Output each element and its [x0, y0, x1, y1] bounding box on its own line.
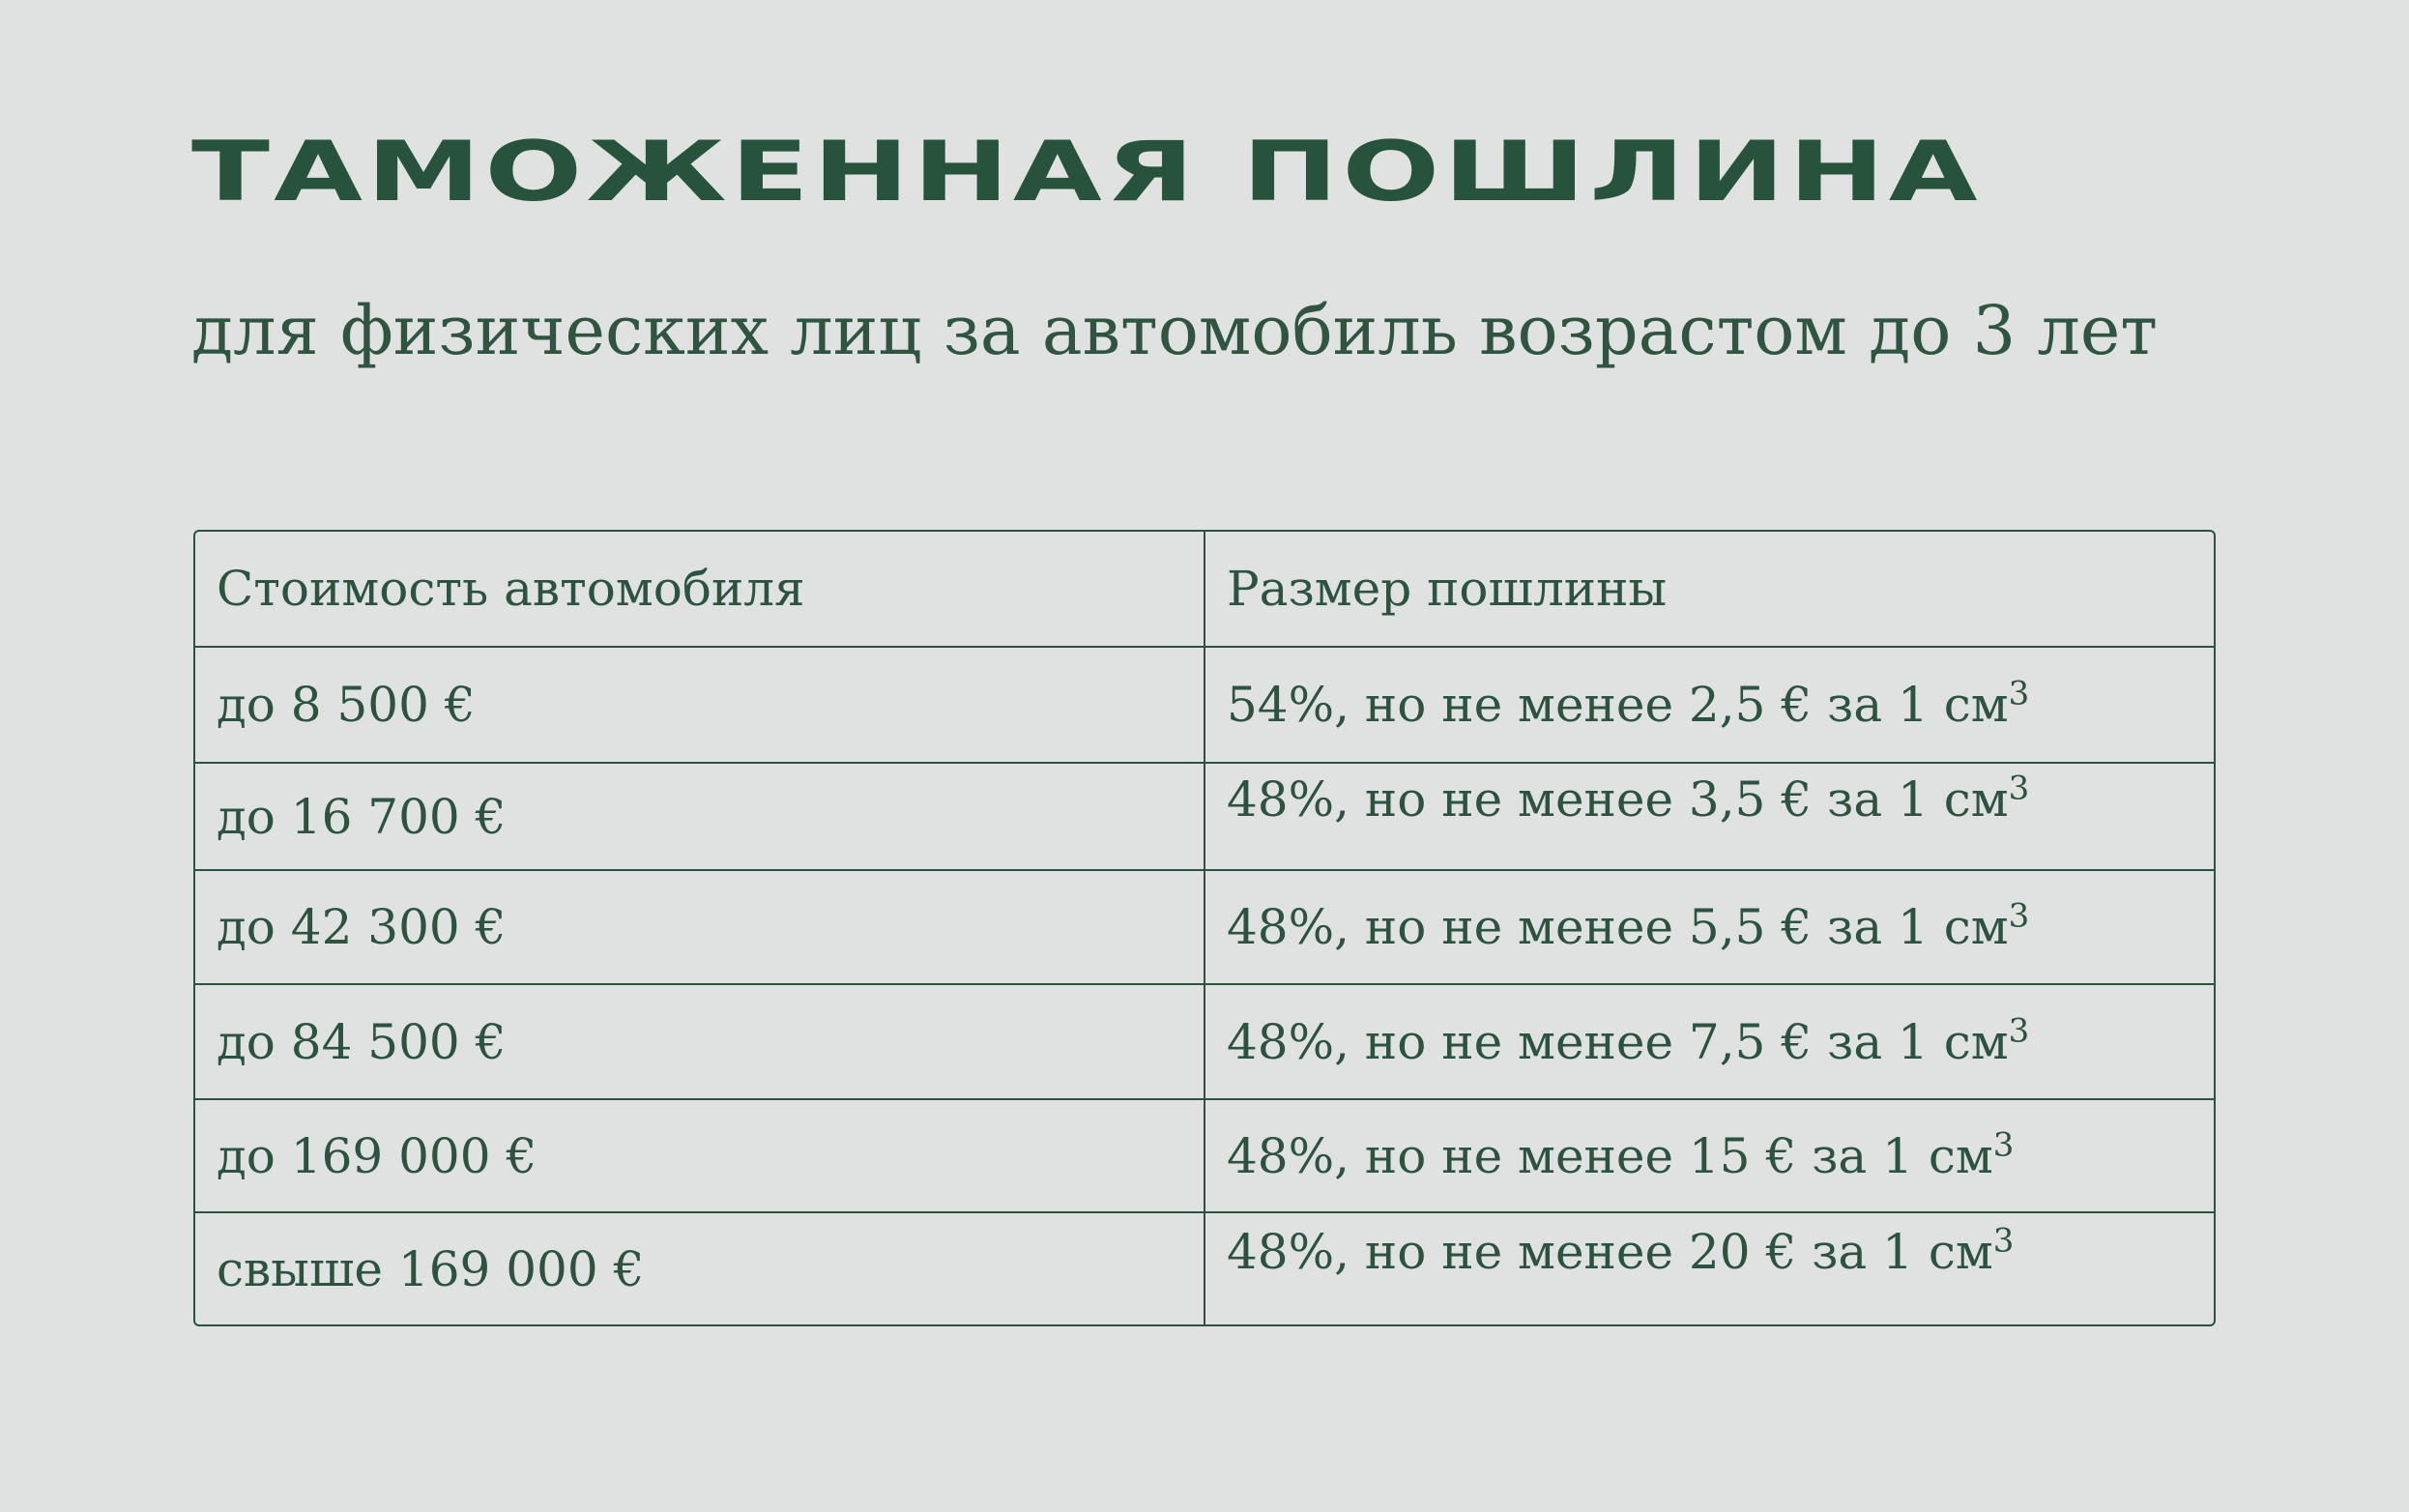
table-header-row — [195, 532, 2214, 648]
price-cell: до 84 500 € — [195, 985, 1205, 1100]
duty-cell: 48%, но не менее 20 € за 1 $см^3$ — [1227, 1220, 2015, 1280]
table-row — [195, 764, 2214, 871]
price-cell: до 169 000 € — [195, 1100, 1205, 1213]
duty-cell: 48%, но не менее 7,5 € за 1 $см^3$ — [1205, 985, 2214, 1100]
unit-superscript: 3 — [2008, 1010, 2030, 1050]
unit-superscript: 3 — [1992, 1124, 2015, 1164]
column-header-price: Стоимость автомобиля — [195, 532, 1205, 648]
duty-cell: 54%, но не менее 2,5 € за 1 $см^3$ — [1205, 648, 2214, 764]
table-row — [195, 1213, 2214, 1324]
price-cell: до 42 300 € — [195, 871, 1205, 985]
table-row — [195, 985, 2214, 1100]
unit-superscript: 3 — [2008, 674, 2030, 713]
page-title: ТАМОЖЕННАЯ ПОШЛИНА — [191, 124, 1982, 220]
customs-duty-table — [193, 530, 2216, 1326]
duty-cell: 48%, но не менее 15 € за 1 $см^3$ — [1205, 1100, 2214, 1213]
table-row — [195, 1100, 2214, 1213]
duty-cell: 48%, но не менее 5,5 € за 1 $см^3$ — [1205, 871, 2214, 985]
duty-cell: 48%, но не менее 3,5 € за 1 $см^3$ — [1205, 764, 2214, 871]
price-cell: до 16 700 € — [195, 764, 1205, 871]
page-subtitle: для физических лиц за автомобиль возрастом до 3 лет — [191, 291, 2159, 370]
unit-superscript: 3 — [2008, 896, 2030, 936]
price-cell: свыше 169 000 € — [195, 1213, 1205, 1324]
unit-superscript: 3 — [2008, 768, 2030, 807]
table-row — [195, 648, 2214, 764]
unit-superscript: 3 — [1992, 1220, 2015, 1260]
column-header-duty: Размер пошлины — [1205, 532, 2214, 648]
price-cell: до 8 500 € — [195, 648, 1205, 764]
table-row — [195, 871, 2214, 985]
